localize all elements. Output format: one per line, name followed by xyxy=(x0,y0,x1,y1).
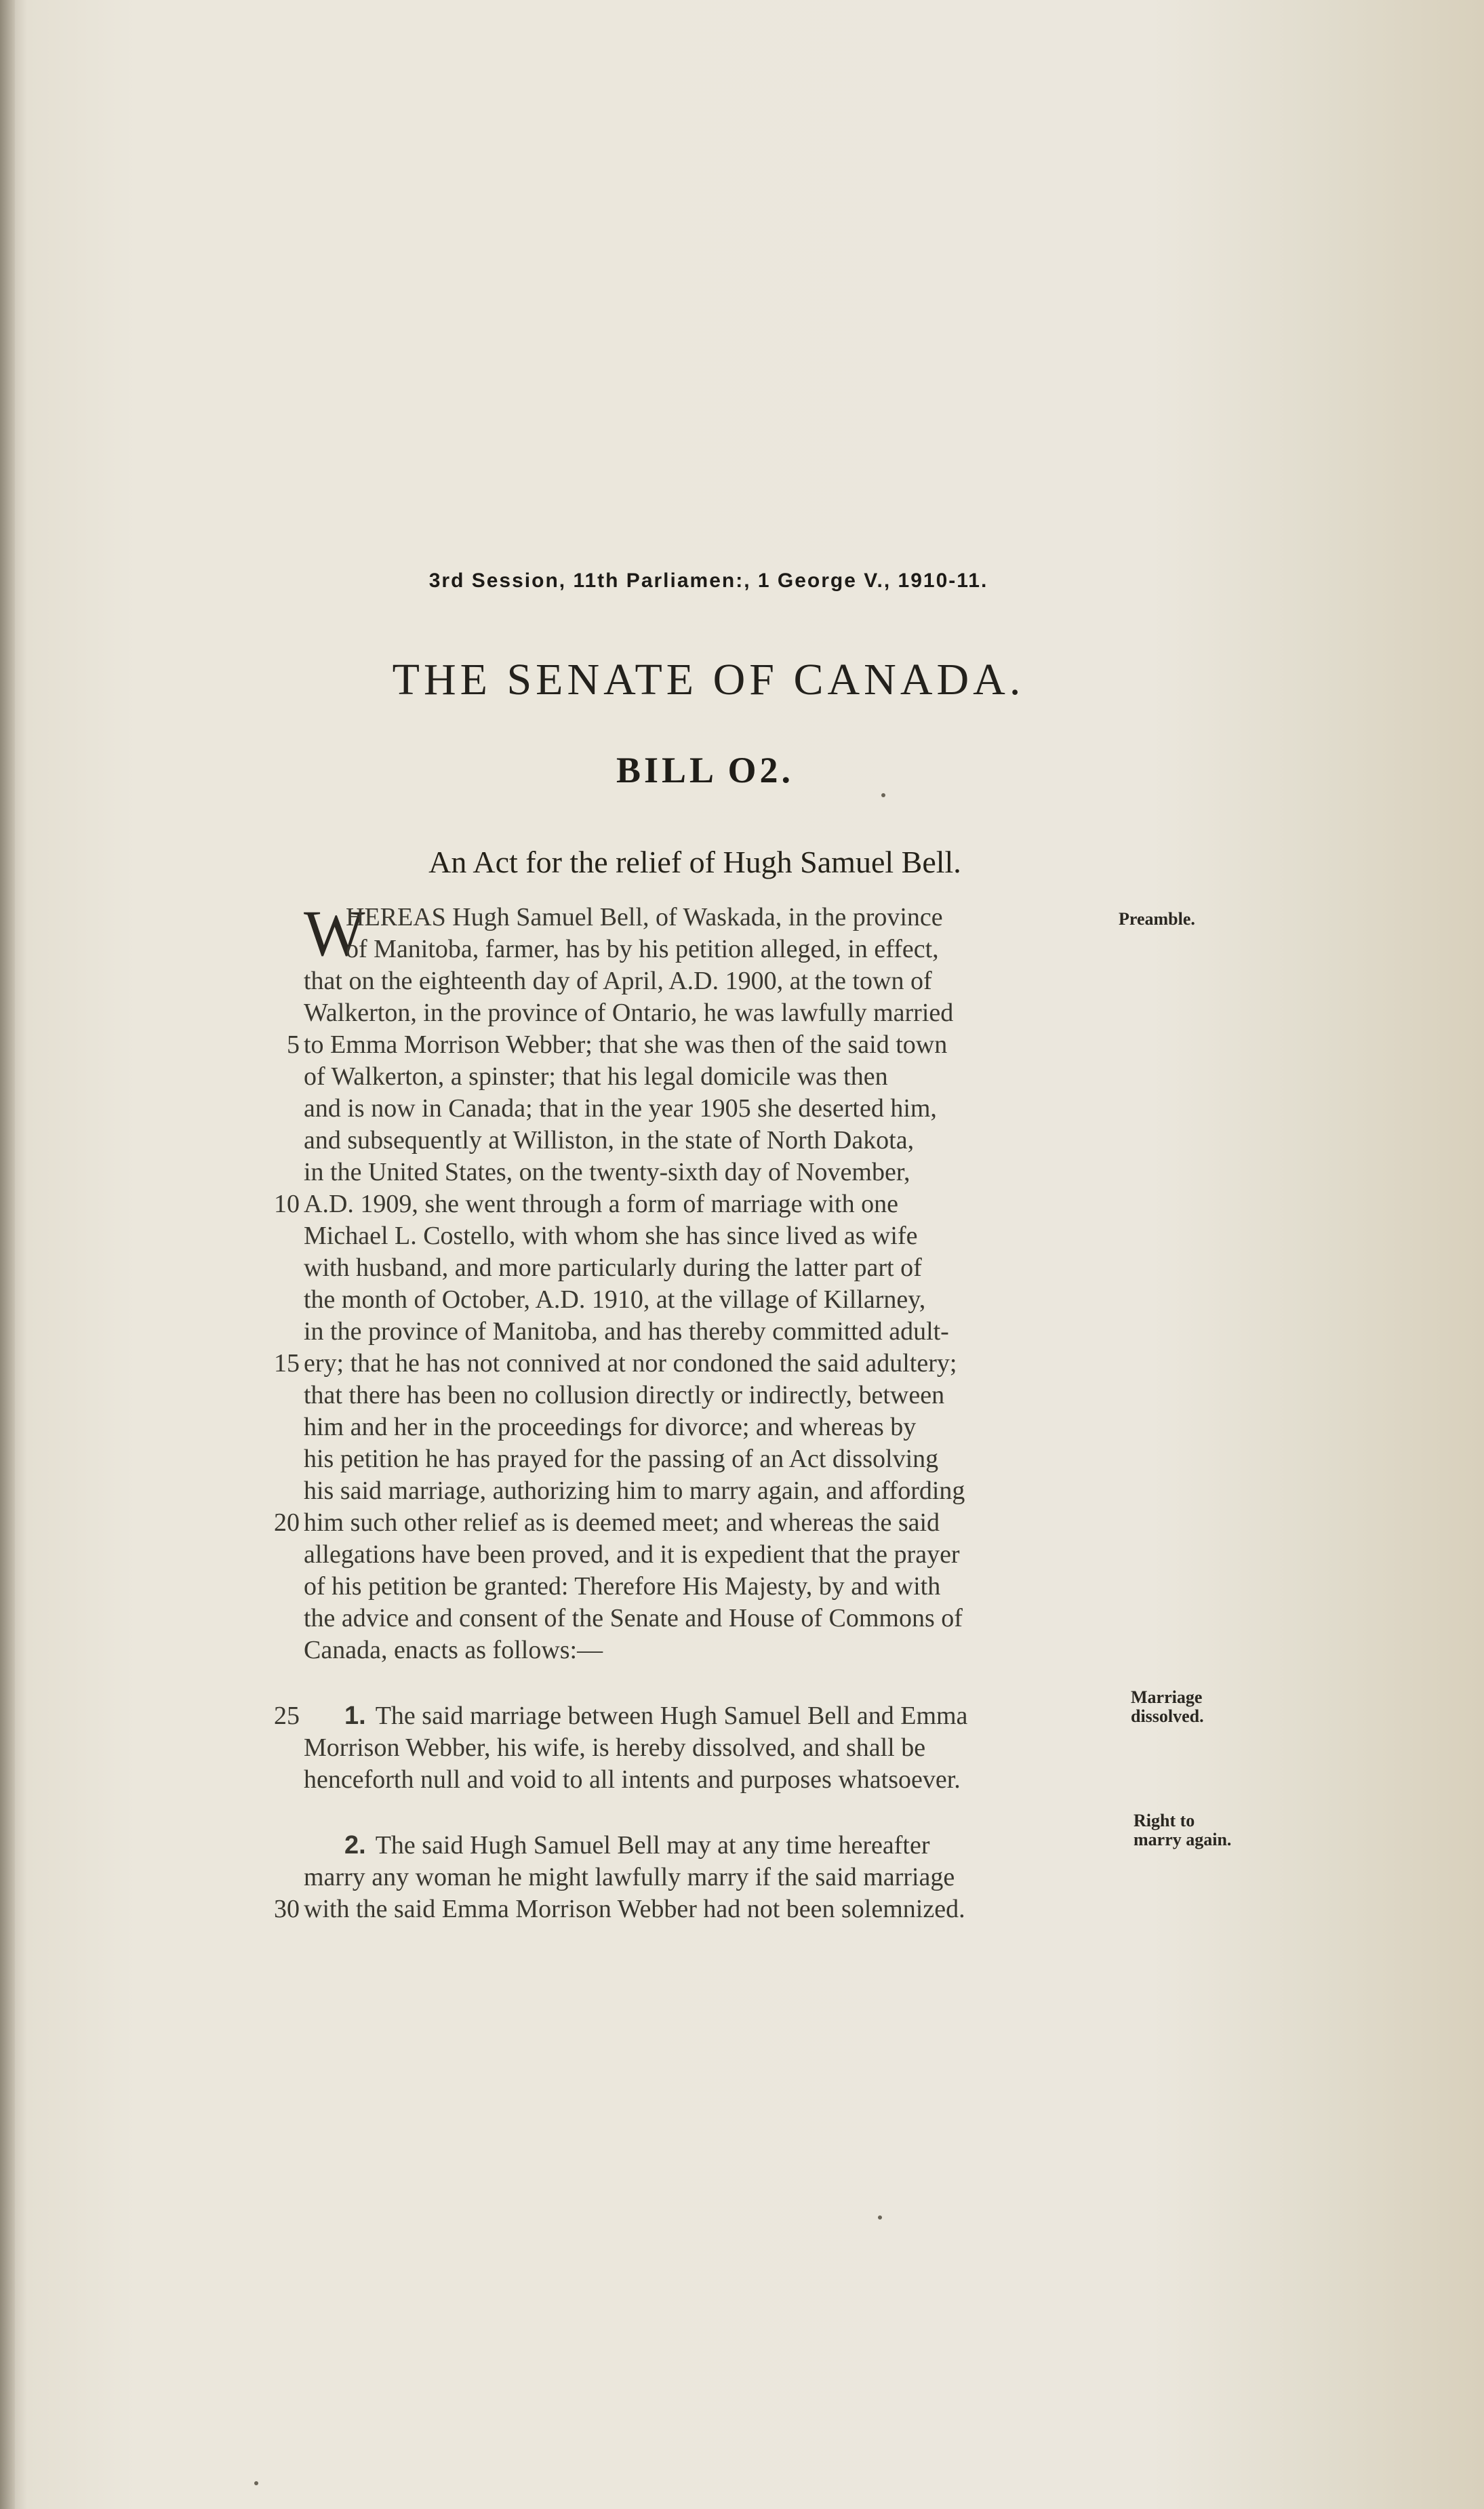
line-text: the month of October, A.D. 1910, at the village of Killarney, xyxy=(304,1285,926,1314)
clause-1-lines xyxy=(274,1700,1117,1796)
text-line xyxy=(304,902,1117,934)
line-text: HEREAS Hugh Samuel Bell, of Waskada, in the province xyxy=(346,903,943,931)
line-text: his said marriage, authorizing him to marry again, and affording xyxy=(304,1477,965,1505)
text-line xyxy=(304,1830,1117,1862)
line-text: his petition he has prayed for the passing of an Act dissolving xyxy=(304,1445,939,1473)
preamble-block xyxy=(274,897,1117,1666)
line-text: in the United States, on the twenty-sixth day of November, xyxy=(304,1158,910,1186)
line-text: him and her in the proceedings for divorce; and whereas by xyxy=(304,1413,917,1441)
text-line xyxy=(304,1125,1117,1157)
text-line xyxy=(274,1348,1117,1380)
line-text: The said marriage between Hugh Samuel Bell and Emma xyxy=(375,1702,968,1730)
line-text: Michael L. Costello, with whom she has since lived as wife xyxy=(304,1222,918,1250)
line-number: 15 xyxy=(274,1349,300,1378)
text-line xyxy=(304,1411,1117,1443)
margin-note-preamble: Preamble. xyxy=(1119,909,1195,929)
line-number: 5 xyxy=(287,1030,300,1059)
clause-2-lines xyxy=(274,1830,1117,1925)
line-text: The said Hugh Samuel Bell may at any time hereafter xyxy=(375,1831,930,1860)
text-line xyxy=(304,1316,1117,1348)
text-line xyxy=(304,1634,1117,1666)
line-text: in the province of Manitoba, and has thereby committed adult- xyxy=(304,1317,949,1346)
text-line xyxy=(304,1061,1117,1093)
line-text: the advice and consent of the Senate and House of Commons of xyxy=(304,1604,963,1632)
text-line xyxy=(304,1284,1117,1316)
dropcap-letter: W xyxy=(304,897,365,969)
line-text: him such other relief as is deemed meet; and whereas the said xyxy=(304,1508,940,1537)
text-line xyxy=(274,1700,1117,1732)
line-text: A.D. 1909, she went through a form of marriage with one xyxy=(304,1190,898,1218)
clause-1 xyxy=(274,1700,1117,1796)
text-line xyxy=(304,1603,1117,1634)
clause-2 xyxy=(274,1830,1117,1925)
text-line xyxy=(304,997,1117,1029)
line-number: 25 xyxy=(274,1702,300,1730)
text-line xyxy=(274,1188,1117,1220)
text-line xyxy=(274,1893,1117,1925)
line-number: 20 xyxy=(274,1508,300,1537)
paper-speck xyxy=(881,793,885,797)
text-line xyxy=(304,1539,1117,1571)
clause-number: 1. xyxy=(344,1702,366,1730)
line-text: that on the eighteenth day of April, A.D. 1900, at the town of xyxy=(304,967,932,995)
margin-note-marriage: Marriage xyxy=(1131,1687,1203,1707)
line-text: allegations have been proved, and it is expedient that the prayer xyxy=(304,1540,960,1569)
text-line xyxy=(304,1764,1117,1796)
text-line xyxy=(304,1571,1117,1603)
margin-note-marry-again: marry again. xyxy=(1134,1830,1232,1849)
margin-note-dissolved: dissolved. xyxy=(1131,1706,1204,1726)
text-line xyxy=(304,1862,1117,1893)
bill-body xyxy=(274,897,1117,1925)
line-text: henceforth null and void to all intents and purposes whatsoever. xyxy=(304,1765,961,1794)
line-text: ery; that he has not connived at nor condoned the said adultery; xyxy=(304,1349,957,1378)
margin-note-right-to: Right to xyxy=(1134,1811,1195,1830)
text-line xyxy=(274,1507,1117,1539)
line-text: of Walkerton, a spinster; that his legal domicile was then xyxy=(304,1062,888,1091)
bill-number: BILL O2. xyxy=(616,750,795,790)
session-header: 3rd Session, 11th Parliamen:, 1 George V., 1910-11. xyxy=(428,569,988,592)
act-title: An Act for the relief of Hugh Samuel Bell. xyxy=(428,845,961,879)
text-line xyxy=(304,1443,1117,1475)
senate-title: THE SENATE OF CANADA. xyxy=(392,655,1025,704)
line-text: with husband, and more particularly during the latter part of xyxy=(304,1253,922,1282)
text-line xyxy=(304,965,1117,997)
line-number: 10 xyxy=(274,1190,300,1218)
binding-edge xyxy=(0,0,15,2509)
text-line xyxy=(304,1732,1117,1764)
text-line xyxy=(304,1475,1117,1507)
line-text: Morrison Webber, his wife, is hereby dissolved, and shall be xyxy=(304,1733,926,1762)
line-text: and subsequently at Williston, in the state of North Dakota, xyxy=(304,1126,915,1155)
text-line xyxy=(304,1380,1117,1411)
line-number: 30 xyxy=(274,1895,300,1923)
line-text: that there has been no collusion directly or indirectly, between xyxy=(304,1381,945,1409)
text-line xyxy=(304,1157,1117,1188)
clause-number: 2. xyxy=(344,1831,366,1860)
text-line xyxy=(304,1252,1117,1284)
line-text: Walkerton, in the province of Ontario, he was lawfully married xyxy=(304,999,954,1027)
text-line xyxy=(304,934,1117,965)
line-text: Canada, enacts as follows:— xyxy=(304,1636,603,1664)
paper-speck xyxy=(878,2215,882,2220)
text-line xyxy=(304,1220,1117,1252)
line-text: of his petition be granted: Therefore His Majesty, by and with xyxy=(304,1572,941,1601)
paper-speck xyxy=(254,2481,258,2485)
preamble-lines xyxy=(274,897,1117,1666)
line-text: with the said Emma Morrison Webber had not been solemnized. xyxy=(304,1895,965,1923)
text-line xyxy=(304,1093,1117,1125)
text-line xyxy=(287,1029,1117,1061)
line-text: and is now in Canada; that in the year 1905 she deserted him, xyxy=(304,1094,937,1123)
line-text: of Manitoba, farmer, has by his petition alleged, in effect, xyxy=(346,935,939,963)
line-text: marry any woman he might lawfully marry if the said marriage xyxy=(304,1863,955,1891)
line-text: to Emma Morrison Webber; that she was then of the said town xyxy=(304,1030,948,1059)
